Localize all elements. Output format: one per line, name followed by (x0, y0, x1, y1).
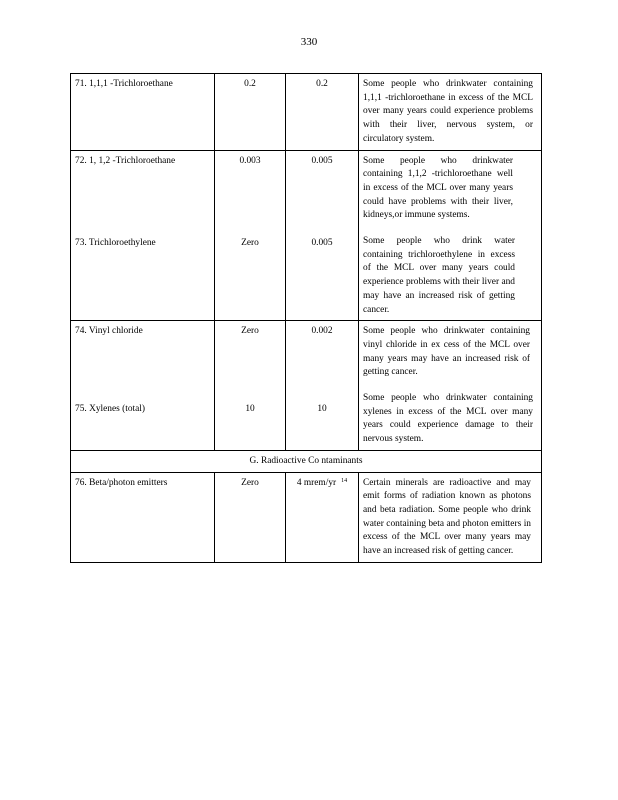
mclg-value: 0.2 (244, 79, 256, 89)
contaminant-name: 76. Beta/photon emitters (75, 477, 168, 488)
contaminant-name: 73. Trichloroethylene (75, 238, 156, 249)
contaminant-name-cell (71, 472, 215, 562)
mcl-value-wrapper (290, 477, 354, 491)
health-effect-text: Some people who drinkwater containing xylenes in excess of the MCL over many years could experience damage to their nervous system. (363, 393, 533, 445)
health-effect-text: Some people who drinkwater containing 1,1,2 -trichloroethane well in excess of the MCL over many years could have problems with their liver, kidneys,or immune systems. (363, 155, 513, 221)
mcl-cell (286, 150, 359, 321)
mcl-cell (286, 472, 359, 562)
footnote-marker: 14 (341, 477, 348, 484)
health-effect-text: Some people who drinkwater containing vinyl chloride in ex cess of the MCL over many years may have an increased risk of getting cancer. (363, 326, 530, 378)
contaminant-name-cell (71, 74, 215, 151)
contaminant-name-cell (71, 321, 215, 451)
contaminant-name-cell (71, 150, 215, 321)
health-effect-cell (359, 472, 542, 562)
contaminant-name: 71. 1,1,1 -Trichloroethane (75, 79, 173, 89)
mcl-value: 0.002 (311, 326, 333, 337)
mcl-cell (286, 321, 359, 451)
mclg-cell (215, 74, 286, 151)
mcl-value: 4 mrem/yr (296, 477, 337, 488)
table-row (71, 150, 542, 321)
mcl-value: 10 (317, 403, 327, 414)
mclg-value: Zero (241, 477, 259, 488)
mcl-value: 0.005 (311, 155, 333, 166)
contaminant-name: 72. 1, 1,2 -Trichloroethane (75, 155, 176, 166)
health-effect-text: Some people who drink water containing trichloroethylene in excess of the MCL over many years could experience problems with their liver and may have an increased risk of getting cancer. (363, 236, 515, 315)
contaminant-name: 74. Vinyl chloride (75, 326, 143, 337)
health-effect-text: Some people who drinkwater containing 1,1,1 -trichloroethane in excess of the MCL over many years could experience problems with their liver, nervous system, or circulatory system. (363, 79, 533, 144)
table-row (71, 321, 542, 451)
mclg-cell (215, 321, 286, 451)
mcl-value: 0.2 (316, 79, 328, 89)
section-header-row (71, 450, 542, 472)
mclg-value: Zero (241, 326, 259, 337)
health-effect-cell (359, 150, 542, 321)
mcl-value: 0.005 (311, 238, 333, 249)
mclg-value: Zero (241, 238, 259, 249)
mclg-value: 10 (245, 403, 255, 414)
health-effect-text: Certain minerals are radioactive and may emit forms of radiation known as photons and beta radiation. Some people who drink water containing beta and photon emitters in excess of the MCL over many years may have an increased risk of getting cancer. (363, 477, 531, 557)
mcl-cell (286, 74, 359, 151)
health-effect-cell (359, 74, 542, 151)
mclg-cell (215, 472, 286, 562)
contaminant-table (70, 73, 542, 563)
contaminant-name: 75. Xylenes (total) (75, 403, 146, 414)
section-heading: G. Radioactive Co ntaminants (71, 450, 542, 472)
mclg-cell (215, 150, 286, 321)
health-effect-cell (359, 321, 542, 451)
mclg-value: 0.003 (239, 155, 261, 166)
page-number: 330 (300, 36, 318, 48)
table-row (71, 74, 542, 151)
table-row (71, 472, 542, 562)
